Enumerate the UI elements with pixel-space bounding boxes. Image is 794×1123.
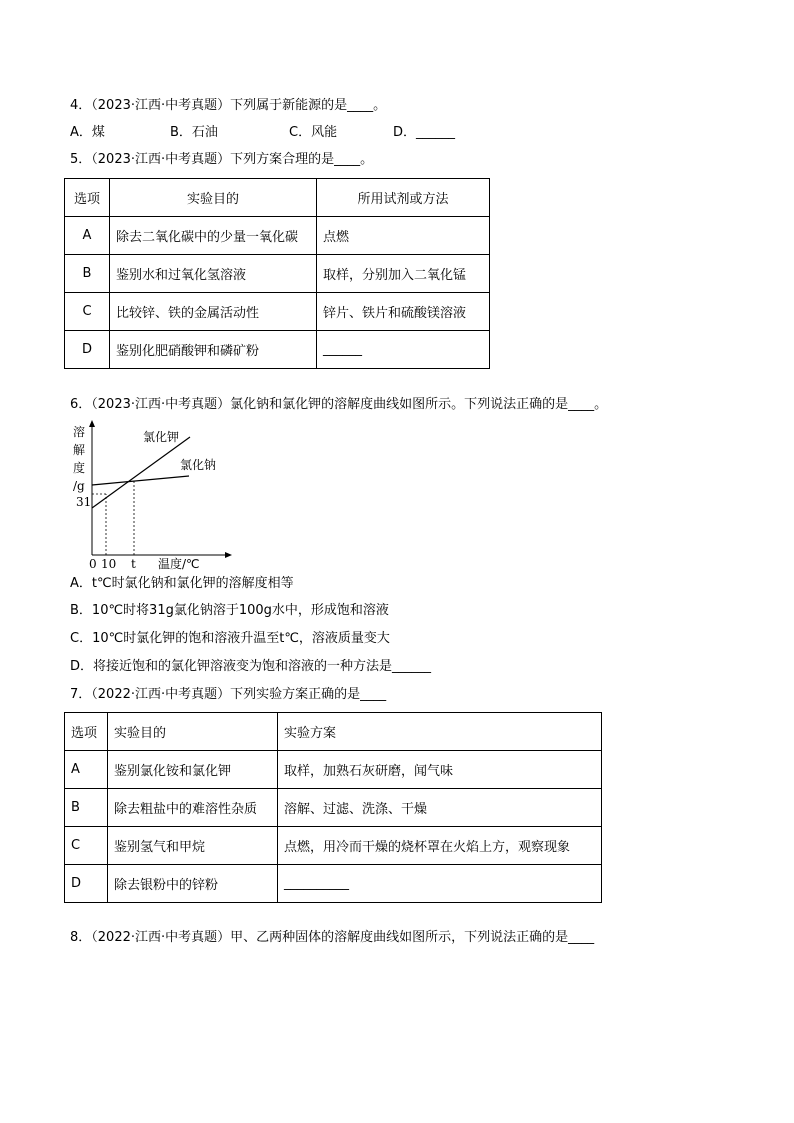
x-tick-label: 10 [101,557,117,570]
table-header-cell: 选项 [65,179,110,217]
table-cell-option: B [65,255,110,293]
y-label-char: 解 [73,443,86,457]
q6-option-c: C．10℃时氯化钾的饱和溶液升温至t℃，溶液质量变大 [70,631,390,646]
table-cell-option: D [65,865,108,903]
table-cell-method: 点燃，用冷而干燥的烧杯罩在火焰上方，观察现象 [278,827,602,865]
q4-stem: 4．（2023·江西·中考真题）下列属于新能源的是____。 [70,98,387,113]
solubility-chart [62,420,232,570]
table-cell-purpose: 除去二氧化碳中的少量一氧化碳 [110,217,317,255]
y-label-char: 度 [73,461,86,475]
y-label-char: /g [73,479,85,493]
q4-option-a: A．煤 [70,125,105,140]
table-cell-method: __________ [278,865,602,903]
q6-option-d: D．将接近饱和的氯化钾溶液变为饱和溶液的一种方法是______ [70,659,432,674]
q5-stem: 5．（2023·江西·中考真题）下列方案合理的是____。 [70,152,374,167]
table-cell-purpose: 鉴别氢气和甲烷 [108,827,278,865]
table-header-cell: 实验目的 [108,713,278,751]
q4-option-c: C．风能 [289,125,338,140]
q4-option-b: B．石油 [170,125,218,140]
table-row [65,865,602,903]
table-row [65,827,602,865]
nacl-curve [92,476,189,485]
table-row [65,331,490,369]
y-tick-label: 31 [76,495,92,509]
table-cell-method: 取样，加熟石灰研磨，闻气味 [278,751,602,789]
table-row [65,293,490,331]
table-cell-method: 点燃 [317,217,490,255]
x-tick-label: 0 [89,557,97,570]
table-cell-purpose: 鉴别氯化铵和氯化钾 [108,751,278,789]
q6-stem: 6．（2023·江西·中考真题）氯化钠和氯化钾的溶解度曲线如图所示。下列说法正确的是____。 [70,397,608,412]
y-axis-arrow [89,420,95,427]
q5-table [64,178,490,369]
table-cell-method: 取样，分别加入二氧化锰 [317,255,490,293]
q7-stem: 7．（2022·江西·中考真题）下列实验方案正确的是____ [70,687,387,702]
table-row [65,255,490,293]
table-cell-method: 锌片、铁片和硫酸镁溶液 [317,293,490,331]
q6-option-a: A．t℃时氯化钠和氯化钾的溶解度相等 [70,576,294,591]
series-label-kcl: 氯化钾 [143,430,180,444]
table-cell-method: 溶解、过滤、洗涤、干燥 [278,789,602,827]
q4-option-d: D．______ [393,125,456,140]
y-label-char: 溶 [73,425,86,439]
q8-stem: 8．（2022·江西·中考真题）甲、乙两种固体的溶解度曲线如图所示，下列说法正确的是____ [70,930,595,945]
table-cell-purpose: 鉴别水和过氧化氢溶液 [110,255,317,293]
table-header-cell: 所用试剂或方法 [317,179,490,217]
table-cell-purpose: 比较锌、铁的金属活动性 [110,293,317,331]
kcl-curve [92,437,190,508]
table-header-row [65,179,490,217]
table-cell-purpose: 除去粗盐中的难溶性杂质 [108,789,278,827]
table-cell-method: ______ [317,331,490,369]
x-axis-arrow [225,552,232,558]
table-cell-purpose: 鉴别化肥硝酸钾和磷矿粉 [110,331,317,369]
table-header-row [65,713,602,751]
table-cell-option: C [65,827,108,865]
table-header-cell: 实验目的 [110,179,317,217]
table-header-cell: 实验方案 [278,713,602,751]
table-cell-option: C [65,293,110,331]
x-axis-label: 温度/℃ [158,557,200,570]
q6-option-b: B．10℃时将31g氯化钠溶于100g水中，形成饱和溶液 [70,603,389,618]
table-cell-purpose: 除去银粉中的锌粉 [108,865,278,903]
table-row [65,789,602,827]
series-label-nacl: 氯化钠 [180,458,217,472]
table-header-cell: 选项 [65,713,108,751]
table-cell-option: A [65,217,110,255]
table-cell-option: A [65,751,108,789]
table-cell-option: D [65,331,110,369]
q7-table [64,712,602,903]
table-cell-option: B [65,789,108,827]
table-row [65,217,490,255]
table-row [65,751,602,789]
x-tick-label: t [131,557,136,570]
